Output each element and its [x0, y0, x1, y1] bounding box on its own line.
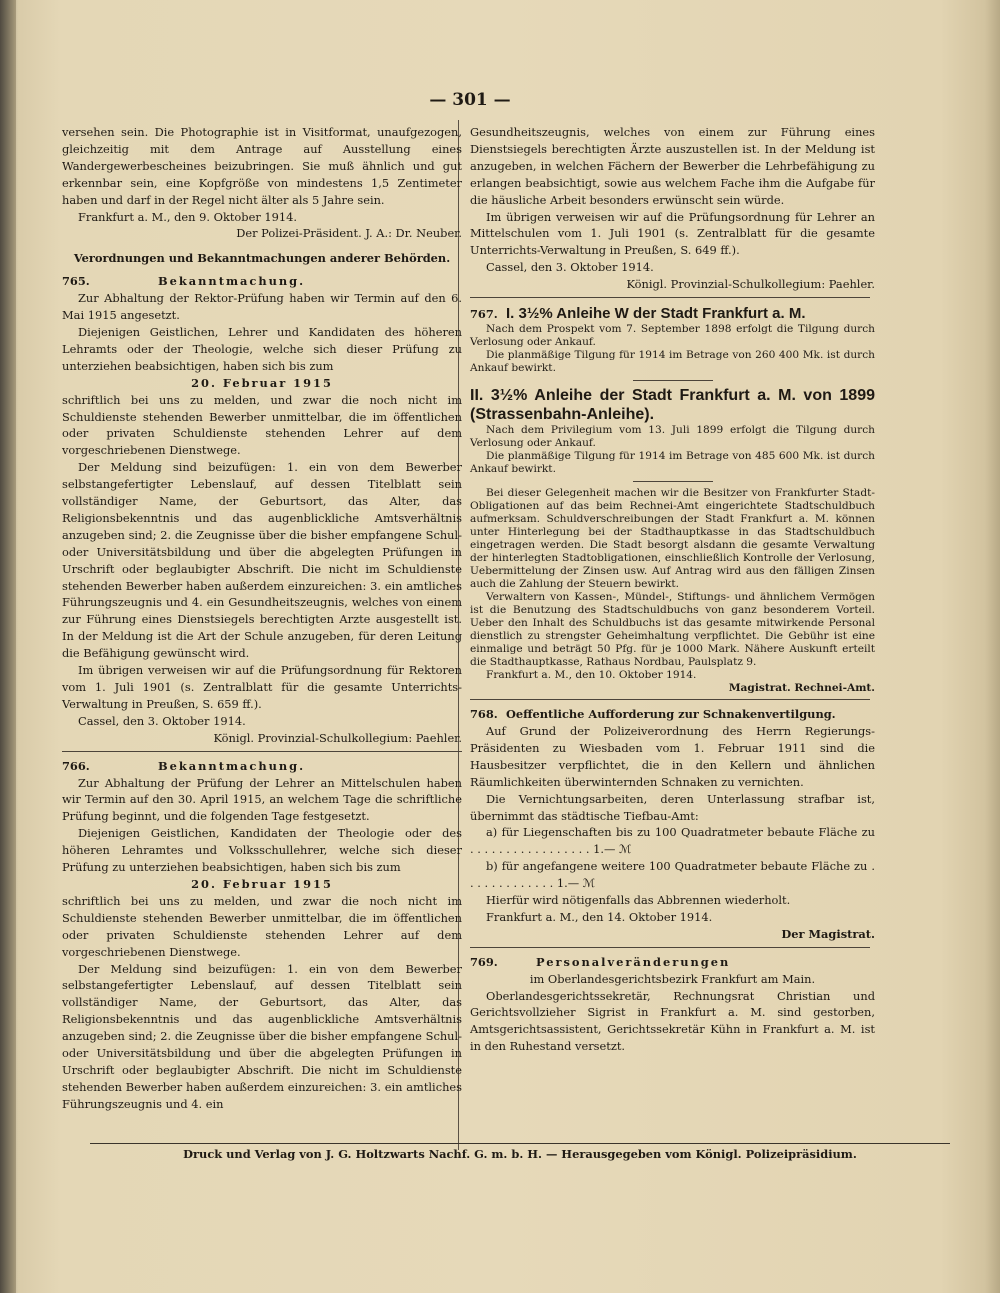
paragraph: Die planmäßige Tilgung für 1914 im Betrage von 260 400 Mk. ist durch Ankauf bewirkt.: [470, 349, 875, 375]
notice-title: Bekanntmachung.: [158, 758, 306, 773]
notice-title: I. 3½% Anleihe W der Stadt Frankfurt a. M.: [506, 305, 806, 323]
divider: [470, 699, 870, 700]
notice-signature: Königl. Provinzial-Schulkollegium: Paehler.: [213, 730, 462, 745]
paragraph: Im übrigen verweisen wir auf die Prüfungsordnung für Lehrer an Mittelschulen vom 1. Juli 1901 (s. Zentralblatt für die gesamte Unterrichts-Verwaltung in Preußen, S. 649 ff.).: [470, 209, 875, 258]
deadline: 20. Februar 1915: [191, 375, 333, 390]
divider: [633, 481, 713, 482]
notice-766: [62, 758, 462, 1113]
paragraph: Nach dem Prospekt vom 7. September 1898 erfolgt die Tilgung durch Verlosung oder Ankauf.: [470, 323, 875, 349]
notice-subtitle: II. 3½% Anleihe der Stadt Frankfurt a. M. von 1899 (Strassenbahn-Anleihe).: [470, 387, 875, 424]
paragraph: Gesundheitszeugnis, welches von einem zur Führung eines Dienstsiegels berechtigten Ärzte auszustellen ist. In der Meldung ist anzugeben, in welchen Fächern der Bewerber die Lehrbefähigung zu erlangen beabsichtigt, sowie aus welchem Fache ihm die Aufgabe für die häusliche Arbeit besonders erwünscht sein würde.: [470, 125, 875, 207]
divider: [470, 947, 870, 948]
notice-number: 765.: [62, 274, 90, 289]
section-heading: Verordnungen und Bekanntmachungen anderer Behörden.: [73, 251, 451, 266]
notice-date: Cassel, den 3. Oktober 1914.: [78, 713, 246, 728]
paragraph: Nach dem Privilegium vom 13. Juli 1899 erfolgt die Tilgung durch Verlosung oder Ankauf.: [470, 424, 875, 450]
paragraph: schriftlich bei uns zu melden, und zwar die noch nicht im Schuldienste stehenden Bewerber unmittelbar, die im öffentlichen oder privaten Schuldienste stehenden Lehrer auf dem vorgeschriebenen Dienstwege.: [62, 893, 462, 959]
right-column: [470, 124, 875, 1055]
list-item: b) für angefangene weitere 100 Quadratmeter bebaute Fläche zu . . . . . . . . . . . . . 1.— ℳ: [470, 859, 875, 891]
divider: [470, 297, 870, 298]
notice-title: Personalveränderungen: [536, 954, 731, 969]
paragraph: Die Vernichtungsarbeiten, deren Unterlassung strafbar ist, übernimmt das städtische Tiefbau-Amt:: [470, 791, 875, 823]
notice-signature: Der Magistrat.: [781, 926, 875, 941]
notice-768: [470, 706, 875, 943]
notice-767: [470, 304, 875, 695]
imprint-footer: Druck und Verlag von J. G. Holtzwarts Nachf. G. m. b. H. — Herausgegeben vom Königl. Polizeipräsidium.: [90, 1143, 950, 1161]
notice-title: Oeffentliche Aufforderung zur Schnakenvertilgung.: [506, 707, 836, 722]
notice-title: Bekanntmachung.: [158, 274, 306, 289]
list-item: a) für Liegenschaften bis zu 100 Quadratmeter bebaute Fläche zu . . . . . . . . . . . . . . . . . 1.— ℳ: [470, 825, 875, 857]
paragraph: Zur Abhaltung der Rektor-Prüfung haben wir Termin auf den 6. Mai 1915 angesetzt.: [62, 291, 462, 323]
book-spine-edge: [0, 0, 16, 1293]
paragraph: Diejenigen Geistlichen, Lehrer und Kandidaten des höheren Lehramts oder der Theologie, welche sich dieser Prüfung zu unterziehen beabsichtigen, haben sich bis zum: [62, 324, 462, 373]
paragraph: Im übrigen verweisen wir auf die Prüfungsordnung für Rektoren vom 1. Juli 1901 (s. Zentralblatt für die gesamte Unterrichts-Verwaltung in Preußen, S. 659 ff.).: [62, 663, 462, 711]
paragraph: Zur Abhaltung der Prüfung der Lehrer an Mittelschulen haben wir Termin auf den 30. April 1915, an welchem Tage die schriftliche Prüfung beginnt, und die folgenden Tage festgesetzt.: [62, 775, 462, 824]
paragraph: Oberlandesgerichtssekretär, Rechnungsrat Christian und Gerichtsvollzieher Sigrist in Frankfurt a. M. sind gestorben, Amtsgerichtsassistent, Gerichtssekretär Kühn in Frankfurt a. M. ist in den Ruhestand versetzt.: [470, 988, 875, 1054]
divider: [633, 380, 713, 381]
notice-number: 767.: [470, 307, 498, 322]
deadline: 20. Februar 1915: [191, 876, 333, 891]
notice-765: [62, 273, 462, 746]
paragraph: Auf Grund der Polizeiverordnung des Herrn Regierungs-Präsidenten zu Wiesbaden vom 1. Februar 1911 sind die Hausbesitzer verpflichtet, die in den Kellern und ähnlichen Räumlichkeiten überwinternden Schnaken zu vernichten.: [470, 723, 875, 789]
paragraph: Diejenigen Geistlichen, Kandidaten der Theologie oder des höheren Lehramtes und Volksschullehrer, welche sich dieser Prüfung zu unterziehen beabsichtigen, haben sich bis zum: [62, 826, 462, 875]
intro-text: versehen sein. Die Photographie ist in Visitformat, unaufgezogen, gleichzeitig mit dem Antrage auf Ausstellung eines Wandergewerbescheines beizubringen. Sie muß ähnlich und gut erkennbar sein, eine Kopfgröße von mindestens 1,5 Zentimeter haben und darf in der Regel nicht älter als 5 Jahre sein.: [62, 125, 462, 207]
document-page: [30, 0, 990, 1293]
intro-signature: Der Polizei-Präsident. J. A.: Dr. Neuber.: [236, 226, 462, 241]
paragraph: Die planmäßige Tilgung für 1914 im Betrage von 485 600 Mk. ist durch Ankauf bewirkt.: [470, 450, 875, 476]
notice-number: 769.: [470, 954, 498, 969]
paragraph: Bei dieser Gelegenheit machen wir die Besitzer von Frankfurter Stadt-Obligationen auf das beim Rechnei-Amt eingerichtete Stadtschuldbuch aufmerksam. Schuldverschreibungen der Stadt Frankfurt a. M. können unter Hinterlegung bei der Stadthauptkasse in das Stadtschuldbuch eingetragen werden. Die Stadt besorgt alsdann die gesamte Verwaltung der hinterlegten Stadtobligationen, einschließlich Kontrolle der Verlosung, Uebermittelung der Zinsen usw. Auf Antrag wird aus den fälligen Zinsen auch die Zahlung der Steuern bewirkt.: [470, 487, 875, 591]
intro-date: Frankfurt a. M., den 9. Oktober 1914.: [78, 209, 297, 224]
page-number: — 301 —: [429, 90, 511, 110]
paragraph: Der Meldung sind beizufügen: 1. ein von dem Bewerber selbstangefertigter Lebenslauf, auf dessen Titelblatt sein vollständiger Name, der Geburtsort, das Alter, das Religionsbekenntnis und das augenblickliche Amtsverhältnis anzugeben sind; 2. die Zeugnisse über die bisher empfangene Schul- oder Universitätsbildung und über die abgelegten Prüfungen in Urschrift oder beglaubigter Abschrift. Die nicht im Schuldienste stehenden Bewerber haben außerdem einzureichen: 3. ein amtliches Führungszeugnis und 4. ein Gesundheitszeugnis, welches von einem zur Führung eines Dienstsiegels berechtigten Arzte ausgestellt ist. In der Meldung ist die Art der Schule anzugeben, für deren Leitung die Befähigung gewünscht wird.: [62, 460, 462, 661]
paragraph: Der Meldung sind beizufügen: 1. ein von dem Bewerber selbstangefertigter Lebenslauf, auf dessen Titelblatt sein vollständiger Name, der Geburtsort, das Alter, das Religionsbekenntnis und das augenblickliche Amtsverhältnis anzugeben sind; 2. die Zeugnisse über die bisher empfangene Schul- oder Universitätsbildung und über die abgelegten Prüfungen in Urschrift oder beglaubigter Abschrift. Die nicht im Schuldienste stehenden Bewerber haben außerdem einzureichen: 3. ein amtliches Führungszeugnis und 4. ein: [62, 961, 462, 1111]
paragraph: Hierfür wird nötigenfalls das Abbrennen wiederholt.: [486, 893, 791, 908]
left-column: [62, 124, 462, 1113]
paragraph: schriftlich bei uns zu melden, und zwar die noch nicht im Schuldienste stehenden Bewerber unmittelbar, die im öffentlichen oder privaten Schuldienste stehenden Lehrer auf dem vorgeschriebenen Dienstwege.: [62, 392, 462, 458]
paragraph: Verwaltern von Kassen-, Mündel-, Stiftungs- und ähnlichem Vermögen ist die Benutzung des Stadtschuldbuchs von ganz besonderem Vorteil. Ueber den Inhalt des Schuldbuchs ist das gesamte mitwirkende Personal dienstlich zu strengster Geheimhaltung verpflichtet. Die Gebühr ist eine einmalige und beträgt 50 Pfg. für je 1000 Mark. Nähere Auskunft erteilt die Stadthauptkasse, Rathaus Nordbau, Paulsplatz 9.: [470, 591, 875, 669]
notice-date: Frankfurt a. M., den 10. Oktober 1914.: [486, 669, 697, 682]
notice-signature: Königl. Provinzial-Schulkollegium: Paehler.: [626, 277, 875, 292]
notice-number: 768.: [470, 707, 498, 722]
notice-769: [470, 954, 875, 1055]
notice-date: Cassel, den 3. Oktober 1914.: [486, 260, 654, 275]
divider: [62, 751, 462, 752]
notice-signature: Magistrat. Rechnei-Amt.: [728, 682, 875, 695]
notice-subtitle: im Oberlandesgerichtsbezirk Frankfurt am Main.: [529, 971, 816, 986]
notice-date: Frankfurt a. M., den 14. Oktober 1914.: [486, 909, 713, 924]
notice-number: 766.: [62, 758, 90, 773]
